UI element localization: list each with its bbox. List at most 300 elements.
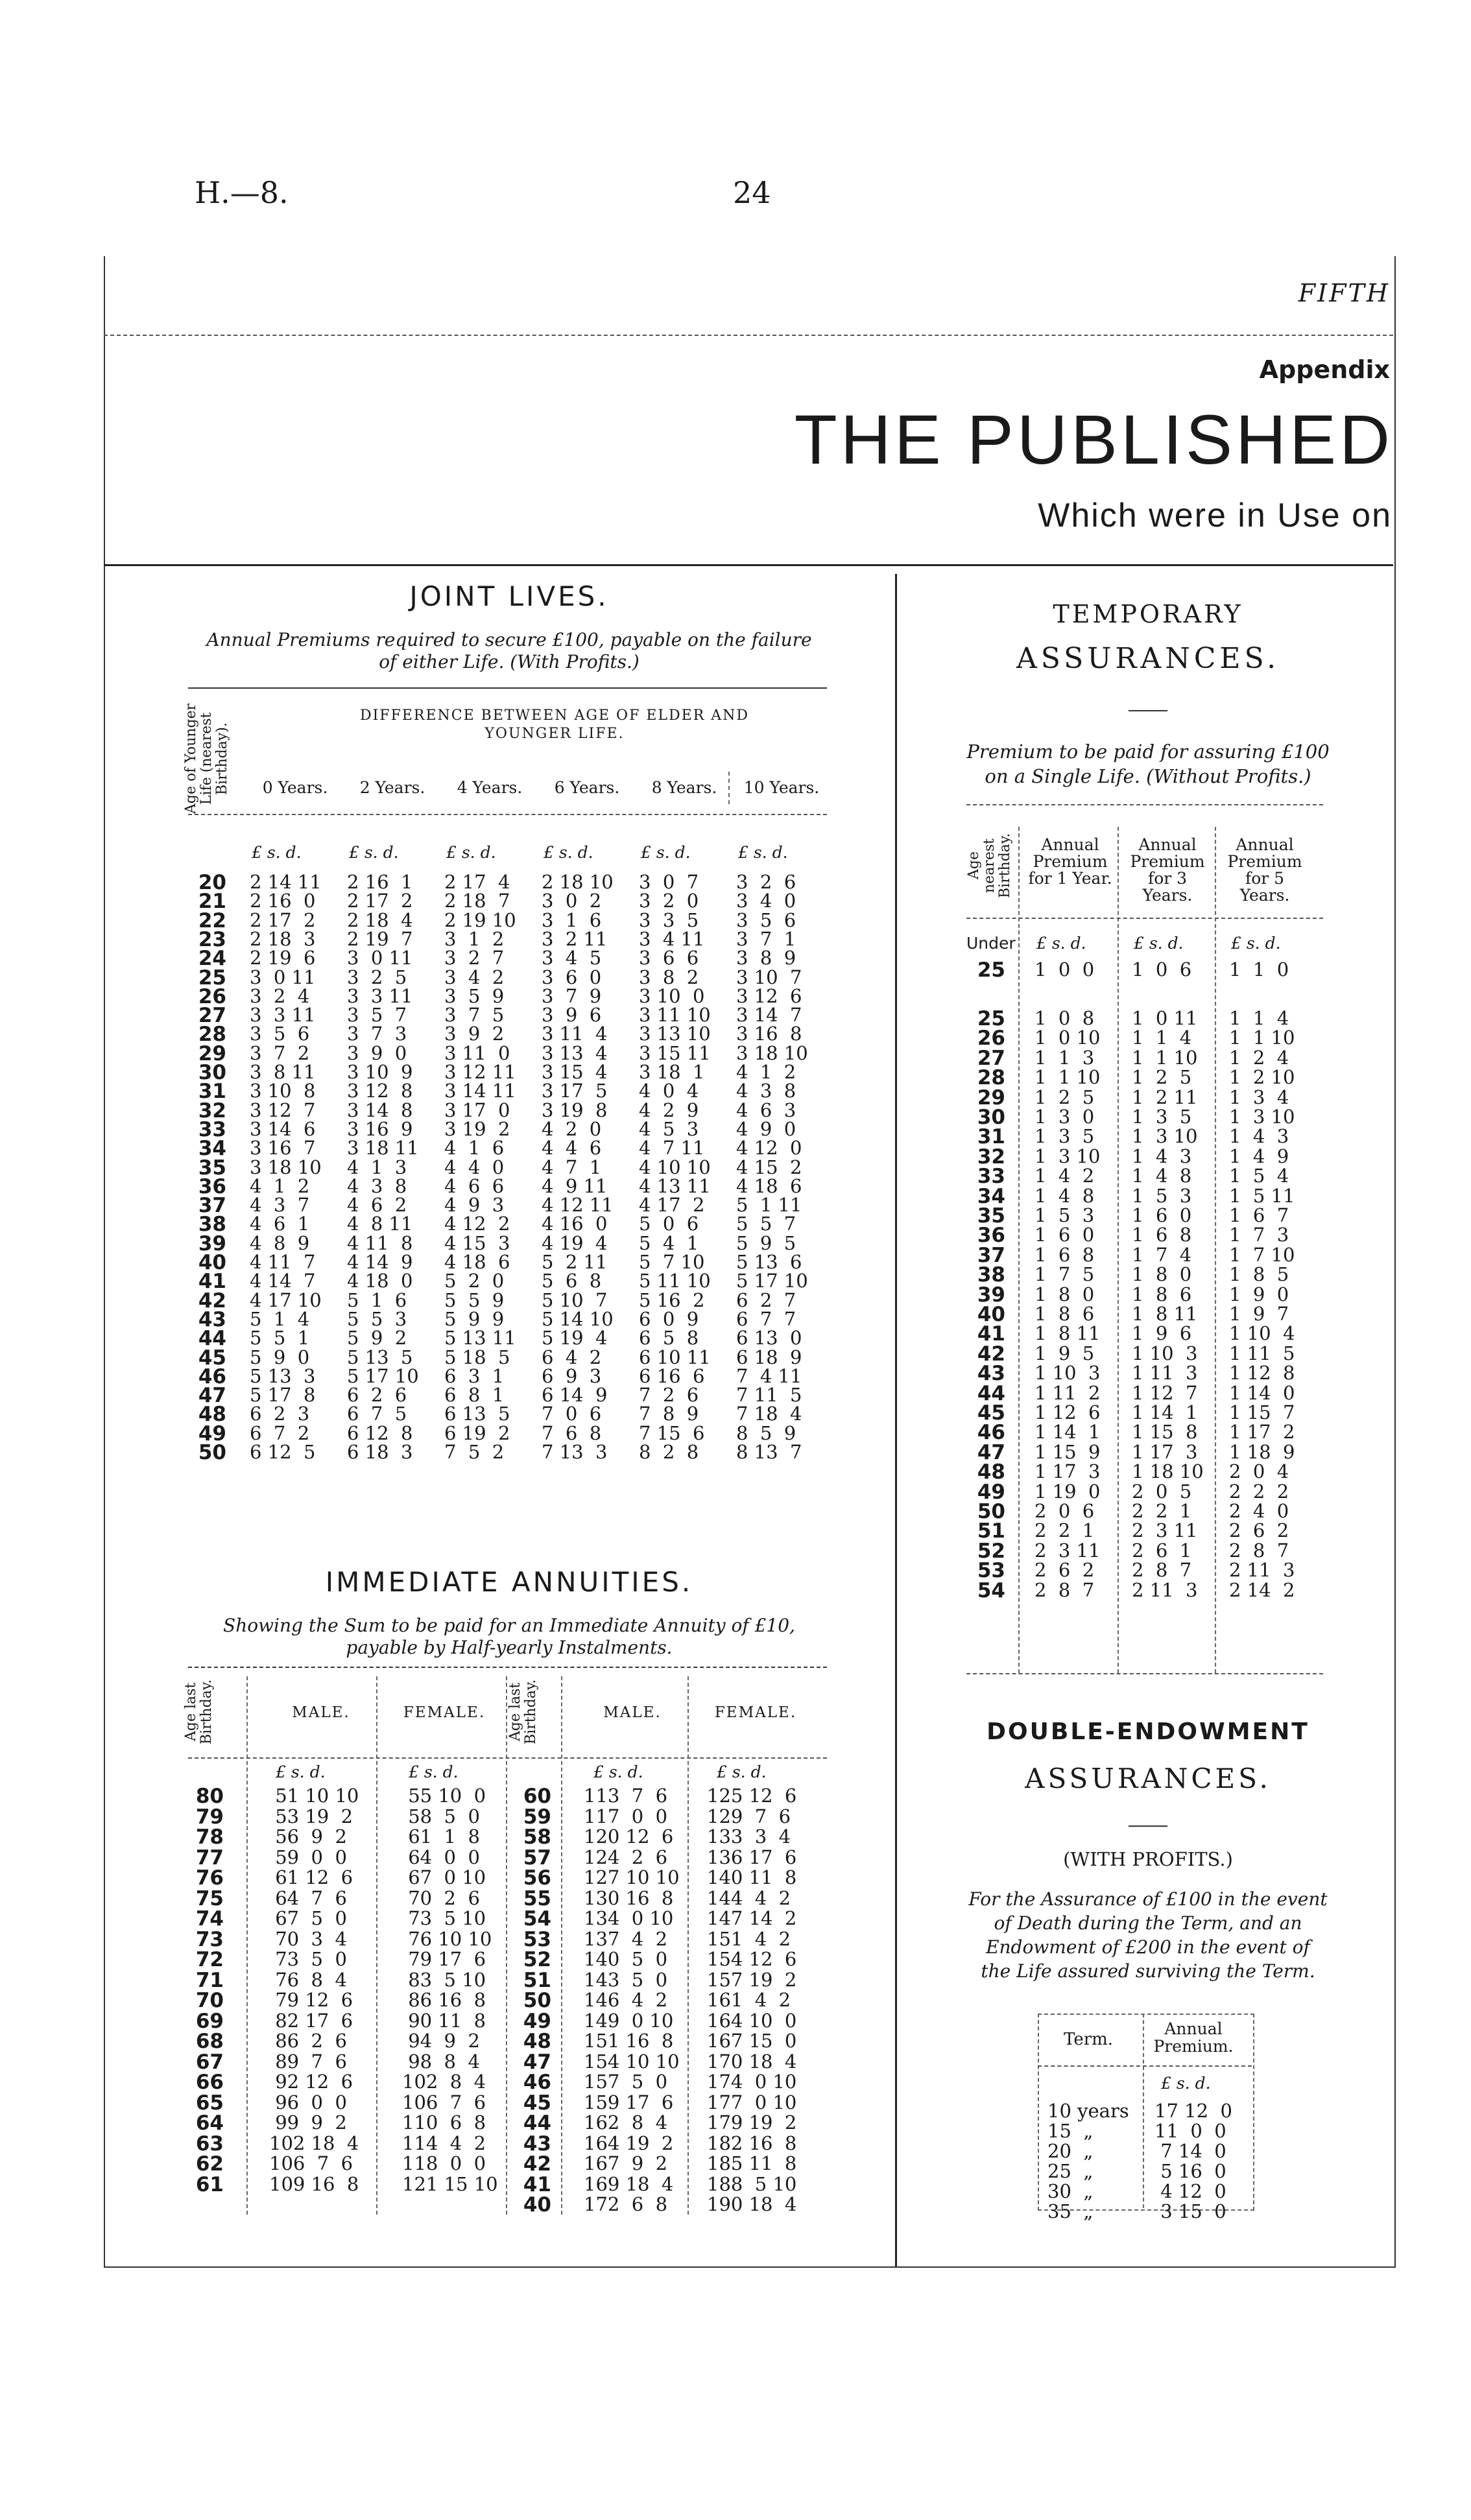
table-row [185,1948,833,1971]
table-cell: 2 17 4 [444,871,510,893]
table-cell: 2 0 5 [1132,1480,1192,1503]
table-cell: 106 7 6 [269,2152,353,2174]
table-cell: 6 14 9 [542,1384,608,1407]
table-cell: 1 4 8 [1132,1165,1192,1187]
money-units: £ s. d. [446,843,496,862]
money-units: £ s. d. [276,1763,326,1781]
table-cell: 3 16 9 [347,1117,413,1140]
row-age: 62 [195,2152,224,2176]
column-header: Annual Premium for 1 Year. [1028,835,1112,888]
table-cell: 1 4 3 [1132,1145,1192,1167]
table-row [1044,2160,1252,2181]
table-row [185,1270,833,1294]
row-age: 21 [198,890,226,914]
table-row [185,1251,833,1274]
table-cell: 137 4 2 [584,1927,668,1950]
table-row [185,1061,833,1084]
table-cell: 1 11 2 [1034,1381,1101,1404]
table-cell: 3 10 8 [250,1080,316,1102]
table-cell: 7 11 5 [736,1384,802,1407]
table-cell: 5 18 5 [444,1346,510,1368]
table-cell: 3 4 5 [542,947,602,969]
table-cell: 4 0 4 [639,1080,699,1102]
table-cell: 5 16 0 [1154,2160,1226,2182]
table-cell: 4 8 11 [347,1213,413,1235]
table-cell: 3 8 2 [639,966,699,988]
money-units: £ s. d. [349,843,399,862]
table-cell: 6 13 0 [736,1327,802,1349]
table-cell: 6 8 1 [444,1384,505,1407]
table-cell: 140 5 0 [584,1948,668,1970]
table-cell: 7 15 6 [639,1421,705,1444]
table-cell: 151 4 2 [707,1927,791,1950]
table-cell: 2 0 4 [1229,1460,1289,1483]
row-age: 76 [195,1866,224,1890]
table-cell: 6 4 2 [542,1346,602,1368]
table-cell: 4 6 2 [347,1194,407,1217]
table-cell: 182 16 8 [707,2132,797,2154]
table-cell: 1 5 11 [1229,1184,1295,1207]
table-row [185,984,833,1008]
table-cell: 4 6 3 [736,1099,796,1121]
table-cell: 1 15 8 [1132,1421,1198,1444]
table-cell: 4 7 1 [542,1156,602,1178]
table-row [185,1080,833,1104]
table-row [185,2172,833,2196]
row-age: 48 [198,1403,226,1427]
table-row [185,2050,833,2074]
divider [966,918,1323,919]
row-age: 67 [195,2050,224,2074]
page-number: 24 [733,175,771,210]
table-cell: 6 2 3 [250,1403,310,1425]
subtitle-line: Premium to be paid for assuring £100 [966,741,1330,763]
column-header: Term. [1064,2030,1114,2049]
table-row [960,1145,1349,1169]
table-cell: 83 5 10 [402,1968,486,1991]
section-title: ASSURANCES. [1025,1763,1271,1794]
row-age: 52 [977,1539,1005,1563]
table-cell: 3 1 2 [444,927,505,950]
table-cell: 3 3 5 [639,909,699,931]
table-cell: 2 11 3 [1229,1559,1295,1582]
table-row [185,1174,833,1198]
table-cell: 96 0 0 [269,2091,347,2113]
table-cell: 6 19 2 [444,1421,510,1444]
row-age: 42 [977,1342,1005,1366]
table-cell: 6 7 2 [250,1421,310,1444]
divider [188,687,827,689]
row-age: 46 [523,2071,551,2094]
table-cell: 2 2 1 [1034,1519,1095,1542]
table-cell: 179 19 2 [707,2111,797,2134]
table-cell: 3 15 4 [542,1061,608,1083]
table-cell: 120 12 6 [584,1825,674,1848]
table-cell: 4 15 2 [736,1156,802,1178]
row-age: 77 [195,1846,224,1870]
banner-appendix: Appendix [1259,355,1390,384]
table-row [185,966,833,990]
money-units: £ s. d. [1231,934,1281,953]
table-cell: 2 11 3 [1132,1578,1198,1601]
table-cell: 4 3 8 [736,1080,796,1102]
row-age: 79 [195,1805,224,1829]
row-age: 75 [195,1886,224,1910]
row-age: 31 [198,1080,226,1104]
table-cell: 4 7 11 [639,1137,705,1159]
table-cell: 4 11 8 [347,1231,413,1254]
table-cell: 25 „ [1047,2160,1094,2182]
table-cell: 4 12 11 [542,1194,614,1217]
row-age: 72 [195,1948,224,1971]
table-row [185,1289,833,1313]
money-units: £ s. d. [409,1763,459,1781]
table-row [1044,2120,1252,2141]
table-cell: 5 0 6 [639,1213,699,1235]
table-cell: 6 18 3 [347,1441,413,1463]
table-cell: 2 19 6 [250,947,316,969]
row-age: 47 [523,2050,551,2074]
table-cell: 6 12 8 [347,1421,413,1444]
table-cell: 1 4 8 [1034,1184,1095,1207]
rotated-column-header: Age last Birthday. [183,1679,215,1745]
table-cell: 1 11 3 [1132,1362,1198,1385]
table-cell: 1 12 6 [1034,1401,1101,1423]
table-cell: 5 5 3 [347,1307,407,1330]
table-row [1044,2200,1252,2221]
table-cell: 4 14 9 [347,1251,413,1273]
money-units: £ s. d. [1036,934,1086,953]
table-row [185,890,833,914]
table-cell: 3 8 11 [250,1061,316,1083]
table-cell: 4 14 7 [250,1270,316,1292]
table-cell: 1 2 10 [1229,1066,1295,1089]
row-age: 41 [523,2172,551,2196]
table-cell: 15 „ [1047,2120,1094,2142]
table-cell: 1 14 1 [1034,1421,1101,1444]
row-age: 37 [198,1194,226,1218]
table-cell: 5 9 0 [250,1346,310,1368]
table-cell: 61 12 6 [269,1866,353,1888]
table-cell: 3 11 4 [542,1023,608,1045]
row-age: 47 [977,1440,1005,1464]
table-cell: 3 11 10 [639,1004,711,1027]
money-units: £ s. d. [1161,2074,1211,2093]
row-age: 50 [198,1441,226,1464]
table-cell: 1 6 7 [1229,1204,1289,1226]
table-cell: 3 17 0 [444,1099,510,1121]
table-cell: 1 6 8 [1034,1243,1095,1266]
row-age: 54 [523,1907,551,1931]
table-cell: 3 3 11 [347,984,413,1007]
row-age: 35 [977,1204,1005,1228]
table-cell: 17 12 0 [1154,2100,1232,2122]
subtitle-line: payable by Half-yearly Instalments. [346,1637,673,1658]
row-age: 38 [198,1213,226,1237]
table-cell: 127 10 10 [584,1866,680,1888]
row-age: 38 [977,1263,1005,1287]
divider [188,1667,827,1668]
table-cell: 154 12 6 [707,1948,797,1970]
table-cell: 1 8 11 [1034,1322,1101,1345]
table-cell: 5 13 5 [347,1346,413,1368]
table-cell: 2 16 1 [347,871,413,893]
table-cell: 190 18 4 [707,2193,797,2215]
table-cell: 3 10 0 [639,984,705,1007]
column-header: 10 Years. [743,778,820,797]
column-header: Annual Premium. [1153,2019,1234,2056]
table-row [960,1342,1349,1366]
table-cell: 3 4 11 [639,927,705,950]
table-cell: 3 2 0 [639,890,699,912]
table-cell: 1 6 8 [1132,1224,1192,1246]
table-cell: 67 0 10 [402,1866,486,1888]
table-cell: 76 8 4 [269,1968,347,1991]
table-cell: 3 17 5 [542,1080,608,1102]
row-age: 48 [977,1460,1005,1484]
table-row [185,2091,833,2115]
rotated-column-header: Age nearest Birthday. [966,833,1013,899]
table-row [185,1327,833,1351]
table-cell: 147 14 2 [707,1907,797,1929]
table-cell: 79 17 6 [402,1948,486,1970]
table-cell: 146 4 2 [584,1989,668,2011]
row-age: 24 [198,947,226,971]
table-cell: 76 10 10 [402,1927,492,1950]
table-cell: 7 2 6 [639,1384,699,1407]
table-cell: 3 15 0 [1154,2200,1226,2222]
row-age: 47 [198,1384,226,1408]
table-row [960,1204,1349,1228]
table-cell: 7 0 6 [542,1403,602,1425]
table-cell: 5 13 11 [444,1327,516,1349]
row-age: 20 [198,871,226,894]
row-age: 64 [195,2111,224,2135]
row-age: 25 [977,1007,1005,1030]
table-row [960,1381,1349,1405]
table-cell: 1 7 3 [1229,1224,1289,1246]
row-age: 23 [198,927,226,951]
row-age: 68 [195,2030,224,2053]
column-header: Annual Premium for 3 Years. [1130,835,1205,905]
row-age: 60 [523,1785,551,1808]
table-cell: 130 16 8 [584,1886,674,1909]
table-cell: 5 17 10 [736,1270,808,1292]
row-age: 33 [977,1165,1005,1189]
table-cell: 5 2 0 [444,1270,505,1292]
table-cell: 5 4 1 [639,1231,699,1254]
table-cell: 3 6 0 [542,966,602,988]
row-age: 26 [977,1027,1005,1051]
table-cell: 5 2 11 [542,1251,608,1273]
row-age: 42 [523,2152,551,2176]
table-cell: 2 18 7 [444,890,510,912]
table-cell: 143 5 0 [584,1968,668,1991]
table-cell: 2 6 2 [1229,1519,1289,1542]
table-cell: 118 0 0 [402,2152,486,2174]
table-cell: 3 9 6 [542,1004,602,1027]
table-cell: 4 1 6 [444,1137,505,1159]
page-header-ref: H.—8. [195,175,289,210]
column-header: 8 Years. [651,778,717,797]
row-age: 35 [198,1156,226,1180]
table-cell: 5 1 6 [347,1289,407,1311]
table-cell: 3 19 2 [444,1117,510,1140]
table-cell: 3 9 2 [444,1023,505,1045]
table-cell: 121 15 10 [402,2172,498,2195]
table-cell: 8 5 9 [736,1421,796,1444]
table-cell: 3 0 11 [250,966,316,988]
table-cell: 5 6 8 [542,1270,602,1292]
table-cell: 2 6 2 [1034,1559,1095,1582]
table-row [185,1004,833,1028]
table-cell: 1 2 11 [1132,1086,1198,1108]
table-cell: 4 18 6 [736,1174,802,1197]
row-age: 57 [523,1846,551,1870]
rotated-column-header: Age last Birthday. [507,1679,539,1745]
table-cell: 4 11 7 [250,1251,316,1273]
table-row [960,1007,1349,1030]
table-cell: 3 18 11 [347,1137,419,1159]
table-row [185,1213,833,1237]
table-row [960,1243,1349,1267]
table-cell: 5 5 7 [736,1213,796,1235]
row-age: 27 [198,1004,226,1028]
row-age: 40 [977,1303,1005,1326]
row-age: 44 [198,1327,226,1351]
table-row [960,1480,1349,1504]
row-age: 66 [195,2071,224,2094]
rotated-column-header: Age of Younger Life (nearest Birthday). [183,703,230,814]
table-cell: 8 13 7 [736,1441,802,1463]
table-cell: 4 10 10 [639,1156,711,1178]
table-cell: 94 9 2 [402,2030,480,2052]
row-age: 32 [198,1099,226,1123]
table-cell: 2 8 7 [1132,1559,1192,1582]
table-row [185,1364,833,1388]
table-row [960,1421,1349,1445]
table-cell: 3 10 7 [736,966,802,988]
table-row [960,1125,1349,1149]
under-label: Under [966,934,1016,953]
row-age: 34 [198,1137,226,1161]
table-cell: 1 10 3 [1132,1342,1198,1364]
table-row [960,1500,1349,1523]
table-cell: 4 9 0 [736,1117,796,1140]
table-cell: 1 2 5 [1034,1086,1095,1108]
table-row [960,1303,1349,1326]
table-cell: 1 3 10 [1229,1106,1295,1128]
money-units: £ s. d. [593,1763,643,1781]
row-age: 69 [195,2009,224,2033]
table-cell: 7 13 3 [542,1441,608,1463]
table-cell: 3 7 3 [347,1023,407,1045]
table-cell: 3 0 11 [347,947,413,969]
money-units: £ s. d. [641,843,691,862]
table-cell: 106 7 6 [402,2091,486,2113]
table-cell: 3 5 7 [347,1004,407,1027]
table-cell: 3 1 6 [542,909,602,931]
table-cell: 157 19 2 [707,1968,797,1991]
table-cell: 1 6 0 [1034,1224,1095,1246]
table-cell: 113 7 6 [584,1785,668,1807]
table-row [960,1184,1349,1208]
table-cell: 1 1 3 [1034,1046,1095,1069]
row-age: 78 [195,1825,224,1849]
row-age: 40 [198,1251,226,1274]
table-cell: 2 8 7 [1034,1578,1095,1601]
table-cell: 1 18 9 [1229,1440,1295,1463]
table-cell: 55 10 0 [402,1785,486,1807]
table-row [185,1137,833,1161]
table-cell: 5 9 9 [444,1307,505,1330]
table-cell: 4 16 0 [542,1213,608,1235]
table-row [1044,2140,1252,2161]
row-age: 45 [523,2091,551,2115]
table-cell: 3 12 7 [250,1099,316,1121]
table-cell: 3 8 9 [736,947,796,969]
banner-fifth: FIFTH [1298,279,1390,307]
table-cell: 1 19 0 [1034,1480,1101,1503]
table-cell: 64 0 0 [402,1846,480,1868]
money-units: £ s. d. [738,843,788,862]
table-cell: 7 18 4 [736,1403,802,1425]
row-age: 61 [195,2172,224,2196]
table-cell: 134 0 10 [584,1907,674,1929]
table-cell: 3 5 6 [250,1023,310,1045]
table-cell: 4 1 3 [347,1156,407,1178]
table-cell: 3 13 4 [542,1041,608,1064]
table-cell: 4 1 2 [250,1174,310,1197]
table-cell: 1 4 2 [1034,1165,1095,1187]
table-cell: 3 7 9 [542,984,602,1007]
table-cell: 5 1 4 [250,1307,310,1330]
table-cell: 3 14 8 [347,1099,413,1121]
table-row [960,1066,1349,1090]
table-cell: 99 9 2 [269,2111,347,2134]
table-cell: 2 0 6 [1034,1500,1095,1522]
money-units: £ s. d. [544,843,593,862]
row-age: 55 [523,1886,551,1910]
table-cell: 6 12 5 [250,1441,316,1463]
table-row [185,1099,833,1123]
table-cell: 1 0 0 [1034,958,1095,981]
table-row [185,2132,833,2156]
table-row [960,1283,1349,1307]
subtitle-line: of Death during the Term, and an [994,1912,1302,1934]
table-cell: 4 9 3 [444,1194,505,1217]
table-row [185,1117,833,1141]
row-age: 58 [523,1825,551,1849]
row-age: 29 [977,1086,1005,1110]
table-row [960,1224,1349,1248]
table-cell: 4 6 1 [250,1213,310,1235]
table-row [185,1805,833,1829]
row-age: 56 [523,1866,551,1890]
table-cell: 1 0 6 [1132,958,1192,981]
table-cell: 64 7 6 [269,1886,347,1909]
row-age: 36 [977,1224,1005,1248]
table-row [185,1989,833,2012]
table-row [960,1322,1349,1346]
divider [1129,1825,1167,1827]
table-cell: 2 18 4 [347,909,413,931]
divider [1038,2065,1252,2067]
table-cell: 1 2 4 [1229,1046,1289,1069]
table-cell: 3 7 5 [444,1004,505,1027]
table-row [185,1403,833,1427]
table-cell: 161 4 2 [707,1989,791,2011]
